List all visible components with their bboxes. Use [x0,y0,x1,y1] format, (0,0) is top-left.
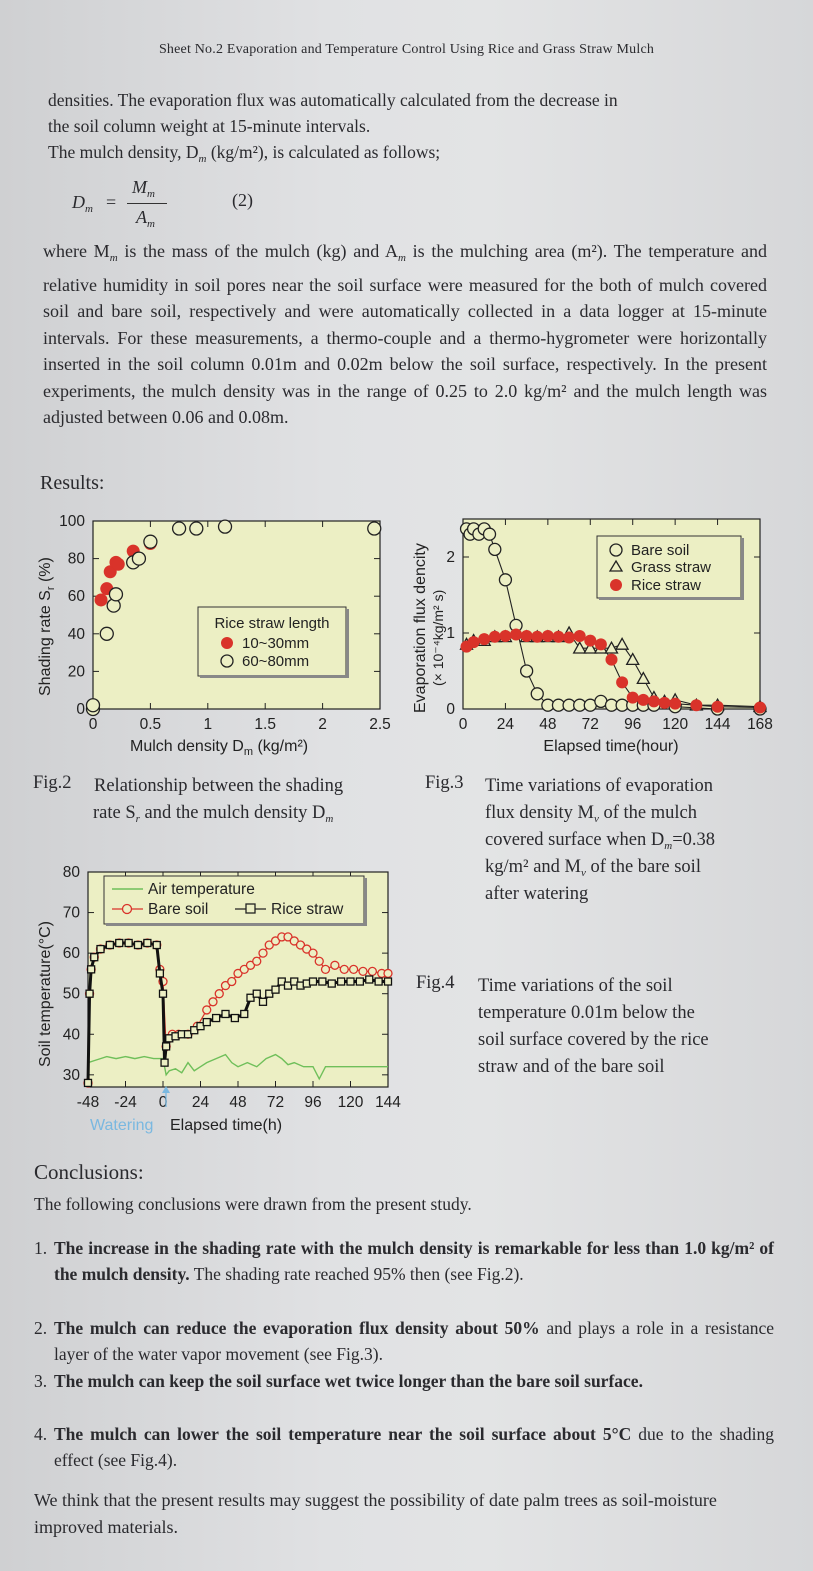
x-tick-label: 120 [662,716,689,733]
fig4-legend-rice-marker [246,904,255,913]
x-tick-label: 96 [304,1094,322,1111]
fig3-caption-label: Fig.3 [425,773,464,793]
data-point [87,699,100,712]
data-point [375,978,382,985]
data-point [468,636,480,648]
data-point [203,1019,210,1026]
data-point [241,1010,248,1017]
fig3-xlabel: Elapsed time(hour) [543,738,679,755]
data-point [219,520,232,533]
fig3-caption-line2: flux density $M_v$ of the mulch [485,803,697,825]
fig3-legend-bare: Bare soil [631,542,690,559]
y-tick-label: 60 [62,945,80,963]
x-tick-label: 0.5 [139,716,162,733]
watering-label: Watering [90,1117,154,1134]
data-point [222,1010,229,1017]
fig2-xlabel: Mulch density $D_m$ (kg/m²) [130,738,309,758]
fig2-legend-title: Rice straw length [214,615,330,632]
y-tick-label: 30 [62,1066,80,1084]
x-tick-label: 0 [158,1094,168,1111]
data-point [754,701,766,713]
data-point [97,946,104,953]
intro-line-1: densities. The evaporation flux was automatically calculated from the decrease in [48,90,618,110]
x-tick-label: 1.5 [254,716,276,733]
fig3-chart [405,508,785,758]
data-point [574,630,586,642]
x-tick-label: 144 [704,716,731,733]
data-point [132,552,145,565]
data-point [489,543,501,555]
data-point [116,939,123,946]
fig4-xlabel: Elapsed time(h) [170,1117,283,1134]
fig4-caption-line1: Time variations of the soil [478,976,673,996]
data-point [627,692,639,704]
fig3-caption-line1: Time variations of evaporation [485,776,713,796]
data-point [135,942,142,949]
data-point [331,961,339,969]
data-point [521,665,533,677]
y-tick-label: 20 [67,663,85,681]
y-tick-label: 60 [67,588,85,606]
fig3-ylabel-unit: (× 10⁻⁴kg/m² s) [430,589,446,686]
data-point [309,949,317,957]
x-tick-label: 72 [581,716,599,733]
fig3-legend-rice: Rice straw [631,577,702,594]
y-tick-label: 40 [62,1026,80,1044]
method-paragraph: where $M_m$ is the mass of the mulch (kg) and $A_m$ is the mulching area (m²). The temperature and relative humidity in soil pores near the soil surface were measured for the both of mulch covered soil and bare soil, respectively and were automatically collected in a data logger at 15-minute intervals. For these measurements, a thermo-couple and a thermo-hygrometer were horizontally inserted in the soil column 0.01m and 0.02m below the soil surface, respectively. In the present experiments, the mulch density was in the range of 0.25 to 2.0 kg/m² and the mulch length was adjusted between 0.06 and 0.08m. [43,241,767,427]
data-point [315,957,323,965]
conclusion-item: 3. The mulch can keep the soil surface wet twice longer than the bare soil surface. [34,1371,643,1391]
x-tick-label: 24 [191,1094,210,1111]
data-point [384,969,392,977]
fig2-ylabel: Shading rate $S_r$ (%) [37,557,57,696]
data-point [606,654,618,666]
data-point [510,629,522,641]
data-point [260,998,267,1005]
data-point [215,990,223,998]
data-point [86,990,93,997]
intro-paragraph [48,87,766,172]
x-tick-label: 0 [458,716,468,733]
data-point [366,976,373,983]
closing-paragraph: We think that the present results may suggest the possibility of date palm trees as soil-moisture improved materials. [34,1490,717,1537]
data-point [521,630,533,642]
conclusions-title: Conclusions: [34,1160,144,1184]
conclusion-item: 1. The increase in the shading rate with the mulch density is remarkable for less than 1.0 kg/m² of the mulch density. The shading rate reached 95% then (see Fig.2). [34,1238,774,1284]
data-point [499,574,511,586]
data-point [161,1059,168,1066]
data-point [144,939,151,946]
data-point [616,676,628,688]
data-point [272,986,279,993]
fig4-caption-line2: temperature 0.01m below the [478,1003,695,1023]
conclusion-item: 2. The mulch can reduce the evaporation flux density about 50% and plays a role in a resistance layer of the water vapor movement (see Fig.3). [34,1318,774,1364]
data-point [690,699,702,711]
data-point [163,1043,170,1050]
data-point [112,558,125,571]
data-point [338,978,345,985]
fig4-caption-line3: soil surface covered by the rice [478,1030,709,1050]
data-point [552,631,564,643]
data-point [190,522,203,535]
x-tick-label: 168 [747,716,773,733]
data-point [213,1015,220,1022]
data-point [85,1079,92,1086]
data-point [253,990,260,997]
fig2-caption-label: Fig.2 [33,773,72,793]
x-tick-label: 24 [496,716,515,733]
y-tick-label: 0 [446,701,455,718]
data-point [231,1015,238,1022]
data-point [173,522,186,535]
y-tick-label: 0 [76,701,85,718]
data-point [109,588,122,601]
data-point [95,593,108,606]
fig3-legend-rice-marker [610,579,622,591]
fig4-legend-bare: Bare soil [148,901,209,918]
data-point [478,633,490,645]
x-tick-label: 0 [88,716,98,733]
data-point [563,632,575,644]
fig2-chart [28,508,408,758]
intro-line-3: The mulch density, $D_m$ (kg/m²), is calculated as follows; [48,142,441,165]
y-tick-label: 70 [62,904,80,922]
data-point [209,998,217,1006]
fig2-caption-line2: rate $S_r$ and the mulch density $D_m$ [93,803,334,825]
data-point [356,978,363,985]
x-tick-label: -48 [76,1094,100,1111]
fig4-chart [28,852,418,1142]
data-point [637,694,649,706]
data-point [368,967,376,975]
x-tick-label: -24 [114,1094,137,1111]
data-point [499,630,511,642]
fig2-legend-filled-marker [221,637,233,649]
data-point [106,942,113,949]
x-tick-label: 120 [337,1094,364,1111]
data-point [385,978,392,985]
data-point [484,528,496,540]
data-point [156,970,163,977]
x-tick-label: 1 [203,716,213,733]
data-point [368,522,381,535]
x-tick-label: 48 [539,716,557,733]
fig3-caption-line4: kg/m² and $M_v$ of the bare soil [485,857,701,879]
data-point [144,535,157,548]
data-point [531,688,543,700]
data-point [125,939,132,946]
poster-page: Sheet No.2 Evaporation and Temperature Control Using Rice and Grass Straw Mulch densities. The evaporation flux was automatically calculated from the decrease in the soil column weight at 15-minute intervals. The mulch density, $D_m$ (kg/m²), is calculated as follows; $D_m$ = $M_m$ $A_m$ (2) where $M_m$ is the mass of the mulch (kg) and $A_m$ is the mulching area (m²). The temperature and relative humidity in soil pores near the soil surface were measured for the both of mulch covered soil and bare soil, respectively and were automatically collected in a data logger at 15-minute intervals. For these measurements, a thermo-couple and a thermo-hygrometer were horizontally inserted in the soil column 0.01m and 0.02m below the soil surface, respectively. In the present experiments, the mulch density was in the range of 0.25 to 2.0 kg/m² and the mulch length was adjusted between 0.06 and 0.08m. Results: 0 0.5 1 1.5 2 2.5 0 20 40 60 80 100 Rice straw length 10~30mm 60~80mm Mulch density $D_m$ (kg/m²) Shading rate $S_r$ (%) 0 24 48 72 96 120 144 168 0 1 2 Bare soil Grass straw Rice straw Elapsed time(hour) Evaporation flux dencity (× 10⁻⁴kg/m² s) Fig.2 Relationship between the shading rate $S_r$ and the mulch density $D_m$ Fig.3 Time variations of evaporation flux density $M_v$ of the mulch covered surface when $D_m=0.38$ kg/m² and $M_v$ of the bare soil after watering -48 -24 0 24 48 72 96 120 144 30 40 50 60 70 80 Air temperature Bare soil Rice straw Watering Elapsed time(h) Soil temperature(°C) Fig.4 Time variations of the soil temperature 0.01m below the soil surface covered by the rice straw and of the bare soil Conclusions: The following conclusions were drawn from the present study. 1. The increase in the shading rate with the mulch density is remarkable for less than 1.0 kg/m² of the mulch density. The shading rate reached 95% then (see Fig.2). 2. The mulch can reduce the evaporation flux density about 50% and plays a role in a resistance layer of the water vapor movement (see Fig.3). 3. The mulch can keep the soil surface wet twice longer than the bare soil surface. 4. The mulch can lower the soil temperature near the soil surface about 5°C due to the shading effect (see Fig.4). We think that the present results may suggest the possibility of date palm trees as soil-moisture improved materials. [0,0,813,1571]
data-point [153,942,160,949]
fig2-caption-line1: Relationship between the shading [94,776,344,796]
data-point [253,957,261,965]
data-point [91,954,98,961]
data-point [584,635,596,647]
data-point [319,978,326,985]
x-tick-label: 96 [624,716,642,733]
fig3-legend-grass: Grass straw [631,559,712,576]
x-tick-label: 2.5 [369,716,391,733]
data-point [669,698,681,710]
y-tick-label: 80 [67,550,85,568]
fig4-legend-bare-marker [123,905,132,914]
fig4-caption-line4: straw and of the bare soil [478,1057,665,1077]
conclusions-intro: The following conclusions were drawn from the present study. [34,1194,472,1214]
data-point [712,701,724,713]
data-point [340,965,348,973]
results-title: Results: [40,472,105,494]
x-tick-label: 48 [229,1094,247,1111]
data-point [88,966,95,973]
data-point [531,631,543,643]
x-tick-label: 2 [318,716,327,733]
fig3-caption-line3: covered surface when $D_m=0.38$ [485,830,716,852]
equation-number: (2) [232,190,253,210]
x-tick-label: 144 [375,1094,401,1111]
fig4-ylabel: Soil temperature(°C) [37,921,54,1067]
data-point [322,965,330,973]
x-tick-label: 72 [266,1094,285,1111]
fig4-caption-label: Fig.4 [416,973,455,993]
data-point [659,697,671,709]
data-point [595,638,607,650]
fig3-ylabel: Evaporation flux dencity [412,543,429,713]
data-point [100,627,113,640]
data-point [542,630,554,642]
data-point [359,967,367,975]
y-tick-label: 2 [446,549,455,566]
conclusion-item: 4. The mulch can lower the soil temperature near the soil surface about 5°C due to the shading effect (see Fig.4). [34,1424,775,1470]
data-point [489,631,501,643]
data-point [648,695,660,707]
data-point [350,965,358,973]
data-point [259,949,267,957]
y-tick-label: 100 [59,513,85,530]
fig4-legend-rice: Rice straw [271,901,344,918]
data-point [228,978,236,986]
data-point [203,1006,211,1014]
fig3-caption-line5: after watering [485,884,589,904]
fig2-legend-series1: 10~30mm [242,635,310,652]
data-point [310,978,317,985]
y-tick-label: 50 [62,985,80,1003]
intro-line-2: the soil column weight at 15-minute intervals. [48,116,371,136]
fig4-legend-air: Air temperature [148,881,255,898]
data-point [160,990,167,997]
data-point [347,978,354,985]
y-tick-label: 1 [446,625,455,642]
y-tick-label: 80 [62,864,80,881]
data-point [328,980,335,987]
fig2-legend-series2: 60~80mm [242,653,310,670]
y-tick-label: 40 [67,625,85,643]
sheet-header: Sheet No.2 Evaporation and Temperature Control Using Rice and Grass Straw Mulch [158,42,655,57]
